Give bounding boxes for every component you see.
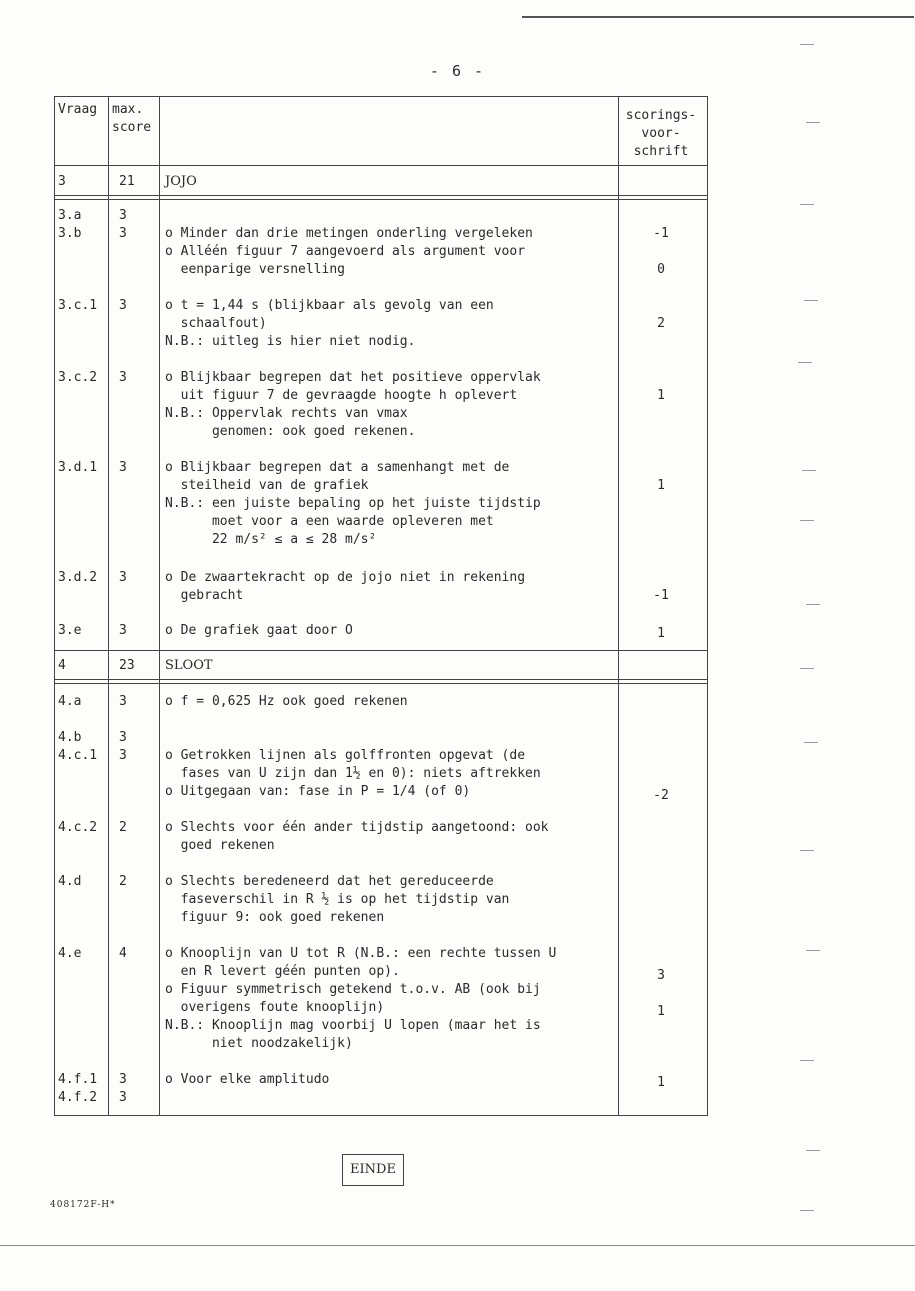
scoring-rule: o Getrokken lijnen als golffronten opgevat (de fases van U zijn dan 1½ en 0): niets aftrekken o Uitgegaan van: fase in P = 1/4 (of 0) <box>165 748 541 799</box>
scoring-rule: o Blijkbaar begrepen dat het positieve oppervlak uit figuur 7 de gevraagde hoogte h oplevert N.B.: Oppervlak rechts van vmax genomen: ook goed rekenen. <box>165 370 541 439</box>
scan-mark <box>800 1210 814 1211</box>
question-score: 3 <box>119 694 127 709</box>
scan-mark <box>800 850 814 851</box>
scan-mark <box>798 362 812 363</box>
scoring-rule: o Blijkbaar begrepen dat a samenhangt met de steilheid van de grafiek N.B.: een juiste bepaling op het juiste tijdstip moet voor a een waarde opleveren met 22 m/s² ≤ a ≤ 28 m/s² <box>165 460 541 547</box>
section-divider <box>55 650 707 651</box>
column-divider <box>108 97 109 1115</box>
section-title: JOJO <box>165 174 197 189</box>
scan-mark <box>800 204 814 205</box>
question-number: 3.a 3.b <box>58 208 82 241</box>
scoring-rule: o De grafiek gaat door O <box>165 623 353 638</box>
question-score: 2 <box>119 874 127 889</box>
scoring-rule: o f = 0,625 Hz ook goed rekenen <box>165 694 408 709</box>
scan-mark <box>806 604 820 605</box>
top-rule <box>522 16 914 18</box>
scan-mark <box>800 44 814 45</box>
question-number: 4.b 4.c.1 <box>58 730 98 763</box>
scan-mark <box>804 742 818 743</box>
question-score: 3 <box>119 623 127 638</box>
header-divider <box>55 165 707 166</box>
scan-mark <box>800 1060 814 1061</box>
scoring-rule: o Knooplijn van U tot R (N.B.: een rechte tussen U en R levert géén punten op). o Figuur symmetrisch getekend t.o.v. AB (ook bij overigens foute knooplijn) N.B.: Knooplijn mag voorbij U lopen (maar het is niet noodzakelijk) <box>165 946 557 1051</box>
scan-mark <box>806 1150 820 1151</box>
question-number: 3.d.2 <box>58 570 98 585</box>
section-score: 21 <box>119 174 135 189</box>
header-max-score: max. score <box>112 102 152 135</box>
scoring-rule: o Minder dan drie metingen onderling vergeleken o Alléén figuur 7 aangevoerd als argument voor eenparige versnelling <box>165 226 533 277</box>
section-divider <box>55 683 707 684</box>
scan-mark <box>806 122 820 123</box>
question-number: 3.d.1 <box>58 460 98 475</box>
scoring-table <box>54 96 708 1116</box>
einde-box: EINDE <box>342 1154 404 1186</box>
question-score: 3 3 <box>119 208 127 241</box>
scoring-rule: o De zwaartekracht op de jojo niet in rekening gebracht <box>165 570 526 603</box>
question-score: 3 <box>119 460 127 475</box>
deduction: 1 <box>657 388 665 403</box>
question-score: 3 <box>119 570 127 585</box>
deduction: 1 <box>657 1075 665 1090</box>
scan-mark <box>804 300 818 301</box>
question-number: 3.c.2 <box>58 370 98 385</box>
deduction: 2 <box>657 316 665 331</box>
deduction: 3 1 <box>657 968 665 1019</box>
scan-mark <box>800 668 814 669</box>
header-scoring: scorings- voor- schrift <box>625 108 697 159</box>
question-number: 3.c.1 <box>58 298 98 313</box>
question-score: 2 <box>119 820 127 835</box>
question-number: 4.f.1 4.f.2 <box>58 1072 98 1105</box>
scoring-rule: o Slechts beredeneerd dat het gereduceerde faseverschil in R ½ is op het tijdstip van figuur 9: ook goed rekenen <box>165 874 510 925</box>
question-score: 3 <box>119 370 127 385</box>
bottom-rule <box>0 1245 915 1246</box>
scoring-rule: o t = 1,44 s (blijkbaar als gevolg van een schaalfout) N.B.: uitleg is hier niet nodig. <box>165 298 494 349</box>
section-score: 23 <box>119 658 135 673</box>
question-number: 4.a <box>58 694 82 709</box>
header-vraag: Vraag <box>58 102 98 117</box>
question-score: 3 <box>119 298 127 313</box>
column-divider <box>159 97 160 1115</box>
scan-mark <box>800 520 814 521</box>
question-score: 4 <box>119 946 127 961</box>
question-number: 4.e <box>58 946 82 961</box>
scan-mark <box>806 950 820 951</box>
section-number: 3 <box>58 174 66 189</box>
question-score: 3 3 <box>119 1072 127 1105</box>
question-score: 3 3 <box>119 730 127 763</box>
scoring-rule: o Slechts voor één ander tijdstip aangetoond: ook goed rekenen <box>165 820 549 853</box>
section-title: SLOOT <box>165 658 213 673</box>
section-divider <box>55 679 707 680</box>
section-divider <box>55 195 707 196</box>
deduction: -1 <box>653 588 669 603</box>
question-number: 4.d <box>58 874 82 889</box>
scoring-rule: o Voor elke amplitudo <box>165 1072 330 1087</box>
scan-mark <box>802 470 816 471</box>
deduction: 1 <box>657 478 665 493</box>
question-number: 4.c.2 <box>58 820 98 835</box>
section-number: 4 <box>58 658 66 673</box>
deduction: 1 <box>657 626 665 641</box>
section-divider <box>55 199 707 200</box>
question-number: 3.e <box>58 623 82 638</box>
page-number: - 6 - <box>429 62 486 80</box>
deduction: -1 0 <box>653 226 669 277</box>
deduction: -2 <box>653 788 669 803</box>
document-code: 408172F-H* <box>50 1200 116 1210</box>
